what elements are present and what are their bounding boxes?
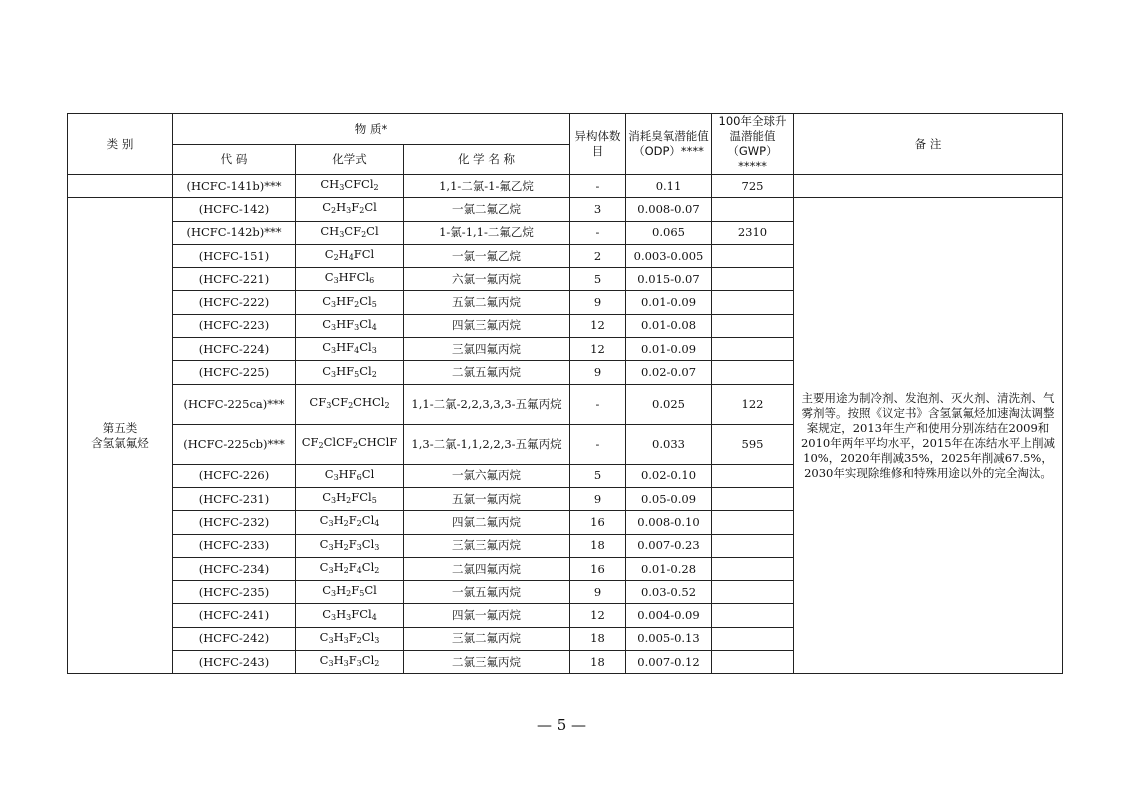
gwp-cell [712, 511, 794, 534]
code-cell: (HCFC-225cb)*** [173, 424, 296, 464]
odp-cell: 0.015-0.07 [626, 268, 712, 291]
code-cell: (HCFC-226) [173, 464, 296, 487]
formula-text: $C_3H_2F_4Cl_2$ [319, 560, 380, 575]
formula-cell [296, 464, 404, 487]
header-remark: 备 注 [794, 114, 1063, 175]
isomers-cell: 12 [570, 604, 626, 627]
isomers-cell: - [570, 221, 626, 244]
isomers-cell: 18 [570, 651, 626, 674]
gwp-cell [712, 604, 794, 627]
formula-text: $C_3HF_6Cl$ [324, 466, 375, 482]
name-cell: 二氯三氟丙烷 [404, 651, 570, 674]
odp-cell: 0.007-0.23 [626, 534, 712, 557]
odp-cell: 0.02-0.07 [626, 361, 712, 384]
gwp-cell [712, 651, 794, 674]
odp-cell: 0.003-0.005 [626, 244, 712, 267]
formula-cell [296, 511, 404, 534]
isomers-cell: 5 [570, 464, 626, 487]
formula-text: $C_3HF_2Cl_5$ [322, 293, 377, 309]
isomers-cell: 9 [570, 361, 626, 384]
isomers-cell: 12 [570, 314, 626, 337]
category-cell-empty [68, 175, 173, 198]
code-cell: (HCFC-242) [173, 627, 296, 650]
formula-cell [296, 175, 404, 198]
formula-cell [296, 534, 404, 557]
gwp-cell: 595 [712, 424, 794, 464]
odp-cell: 0.01-0.09 [626, 338, 712, 361]
gwp-cell [712, 314, 794, 337]
formula-text: $C_2H_4FCl$ [324, 247, 375, 263]
odp-cell: 0.065 [626, 221, 712, 244]
formula-cell [296, 487, 404, 510]
gwp-cell [712, 464, 794, 487]
formula-cell [296, 651, 404, 674]
isomers-cell: 16 [570, 557, 626, 580]
gwp-cell [712, 557, 794, 580]
formula-text: $C_3HF_3Cl_4$ [322, 316, 377, 332]
odp-cell: 0.025 [626, 384, 712, 424]
code-cell: (HCFC-223) [173, 314, 296, 337]
page-number: — 5 — [536, 716, 587, 734]
gwp-cell [712, 338, 794, 361]
formula-text: $CF_3CF_2CHCl_2$ [309, 395, 390, 411]
odp-cell: 0.008-0.07 [626, 198, 712, 221]
odp-cell: 0.11 [626, 175, 712, 198]
substance-table [67, 113, 1063, 674]
category-cell [68, 198, 173, 674]
code-cell: (HCFC-142b)*** [173, 221, 296, 244]
name-cell: 六氯一氟丙烷 [404, 268, 570, 291]
name-cell: 四氯三氟丙烷 [404, 314, 570, 337]
header-code: 代 码 [173, 145, 296, 175]
category-line1: 第五类 [102, 420, 138, 435]
name-cell: 三氯三氟丙烷 [404, 534, 570, 557]
remark-cell-empty [794, 175, 1063, 198]
formula-cell [296, 604, 404, 627]
name-cell: 1-氯-1,1-二氟乙烷 [404, 221, 570, 244]
header-chemical-name: 化 学 名 称 [404, 145, 570, 175]
code-cell: (HCFC-151) [173, 244, 296, 267]
formula-cell [296, 244, 404, 267]
isomers-cell: 9 [570, 291, 626, 314]
odp-cell: 0.007-0.12 [626, 651, 712, 674]
name-cell: 1,1-二氯-1-氟乙烷 [404, 175, 570, 198]
name-cell: 二氯五氟丙烷 [404, 361, 570, 384]
code-cell: (HCFC-231) [173, 487, 296, 510]
header-isomers: 异构体数目 [570, 114, 626, 175]
odp-cell: 0.005-0.13 [626, 627, 712, 650]
formula-text: $C_3H_2F_2Cl_4$ [319, 513, 380, 529]
isomers-cell: 18 [570, 627, 626, 650]
name-cell: 一氯二氟乙烷 [404, 198, 570, 221]
formula-cell [296, 198, 404, 221]
formula-cell [296, 221, 404, 244]
formula-text: $CH_3CFCl_2$ [320, 177, 379, 193]
isomers-cell: 3 [570, 198, 626, 221]
name-cell: 三氯四氟丙烷 [404, 338, 570, 361]
gwp-cell [712, 581, 794, 604]
formula-cell [296, 627, 404, 650]
name-cell: 四氯二氟丙烷 [404, 511, 570, 534]
name-cell: 五氯一氟丙烷 [404, 487, 570, 510]
name-cell: 五氯二氟丙烷 [404, 291, 570, 314]
code-cell: (HCFC-233) [173, 534, 296, 557]
isomers-cell: 5 [570, 268, 626, 291]
code-cell: (HCFC-232) [173, 511, 296, 534]
formula-cell [296, 291, 404, 314]
isomers-cell: 9 [570, 487, 626, 510]
name-cell: 二氯四氟丙烷 [404, 557, 570, 580]
code-cell: (HCFC-141b)*** [173, 175, 296, 198]
formula-text: $C_3HF_5Cl_2$ [322, 363, 377, 379]
odp-cell: 0.02-0.10 [626, 464, 712, 487]
formula-text: $C_3H_3F_3Cl_2$ [319, 653, 380, 669]
odp-cell: 0.008-0.10 [626, 511, 712, 534]
formula-cell [296, 268, 404, 291]
isomers-cell: 12 [570, 338, 626, 361]
formula-text: $CH_3CF_2Cl$ [320, 223, 379, 239]
name-cell: 1,3-二氯-1,1,2,2,3-五氟丙烷 [404, 424, 570, 464]
formula-cell [296, 581, 404, 604]
gwp-cell [712, 244, 794, 267]
gwp-cell [712, 361, 794, 384]
gwp-cell [712, 268, 794, 291]
gwp-cell [712, 487, 794, 510]
code-cell: (HCFC-235) [173, 581, 296, 604]
code-cell: (HCFC-221) [173, 268, 296, 291]
header-category: 类 别 [68, 114, 173, 175]
odp-cell: 0.03-0.52 [626, 581, 712, 604]
table-row [68, 198, 1063, 221]
name-cell: 一氯六氟丙烷 [404, 464, 570, 487]
gwp-cell [712, 534, 794, 557]
name-cell: 三氯二氟丙烷 [404, 627, 570, 650]
code-cell: (HCFC-243) [173, 651, 296, 674]
header-substance: 物 质* [173, 114, 570, 145]
isomers-cell: 9 [570, 581, 626, 604]
formula-text: $C_2H_3F_2Cl$ [322, 200, 377, 216]
isomers-cell: 16 [570, 511, 626, 534]
isomers-cell: - [570, 384, 626, 424]
gwp-cell [712, 198, 794, 221]
formula-text: $C_3H_2F_5Cl$ [322, 583, 377, 599]
gwp-cell: 725 [712, 175, 794, 198]
formula-cell [296, 361, 404, 384]
code-cell: (HCFC-222) [173, 291, 296, 314]
formula-text: $C_3H_2FCl_5$ [322, 490, 377, 506]
table-row [68, 175, 1063, 198]
category-line2: 含氢氯氟烃 [91, 435, 149, 450]
isomers-cell: - [570, 424, 626, 464]
name-cell: 1,1-二氯-2,2,3,3,3-五氟丙烷 [404, 384, 570, 424]
odp-cell: 0.01-0.08 [626, 314, 712, 337]
header-odp: 消耗臭氧潜能值（ODP）**** [626, 114, 712, 175]
code-cell: (HCFC-225) [173, 361, 296, 384]
isomers-cell: 2 [570, 244, 626, 267]
gwp-cell [712, 291, 794, 314]
header-formula: 化学式 [296, 145, 404, 175]
formula-text: $C_3H_3FCl_4$ [322, 606, 377, 622]
name-cell: 四氯一氟丙烷 [404, 604, 570, 627]
isomers-cell: - [570, 175, 626, 198]
gwp-cell: 122 [712, 384, 794, 424]
code-cell: (HCFC-234) [173, 557, 296, 580]
code-cell: (HCFC-224) [173, 338, 296, 361]
formula-text: $CF_2ClCF_2CHClF$ [301, 435, 398, 451]
odp-cell: 0.05-0.09 [626, 487, 712, 510]
formula-text: $C_3HFCl_6$ [324, 270, 375, 286]
name-cell: 一氯一氟乙烷 [404, 244, 570, 267]
header-gwp: 100年全球升温潜能值（GWP）***** [712, 114, 794, 175]
code-cell: (HCFC-241) [173, 604, 296, 627]
formula-cell [296, 314, 404, 337]
formula-text: $C_3H_2F_3Cl_3$ [319, 536, 380, 552]
isomers-cell: 18 [570, 534, 626, 557]
odp-cell: 0.01-0.28 [626, 557, 712, 580]
odp-cell: 0.033 [626, 424, 712, 464]
odp-cell: 0.004-0.09 [626, 604, 712, 627]
odp-cell: 0.01-0.09 [626, 291, 712, 314]
formula-text: $C_3HF_4Cl_3$ [322, 340, 377, 356]
remark-cell: 主要用途为制冷剂、发泡剂、灭火剂、清洗剂、气雾剂等。按照《议定书》含氢氯氟烃加速淘汰调整案规定，2013年生产和使用分别冻结在2009和2010年两年平均水平，2015年在冻结水平上削减10%，2020年削减35%，2025年削减67.5%，2030年实现除维修和特殊用途以外的完全淘汰。 [794, 198, 1063, 674]
name-cell: 一氯五氟丙烷 [404, 581, 570, 604]
code-cell: (HCFC-142) [173, 198, 296, 221]
code-cell: (HCFC-225ca)*** [173, 384, 296, 424]
formula-cell [296, 424, 404, 464]
formula-cell [296, 338, 404, 361]
formula-text: $C_3H_3F_2Cl_3$ [319, 629, 380, 645]
formula-cell [296, 557, 404, 580]
gwp-cell [712, 627, 794, 650]
gwp-cell: 2310 [712, 221, 794, 244]
formula-cell [296, 384, 404, 424]
